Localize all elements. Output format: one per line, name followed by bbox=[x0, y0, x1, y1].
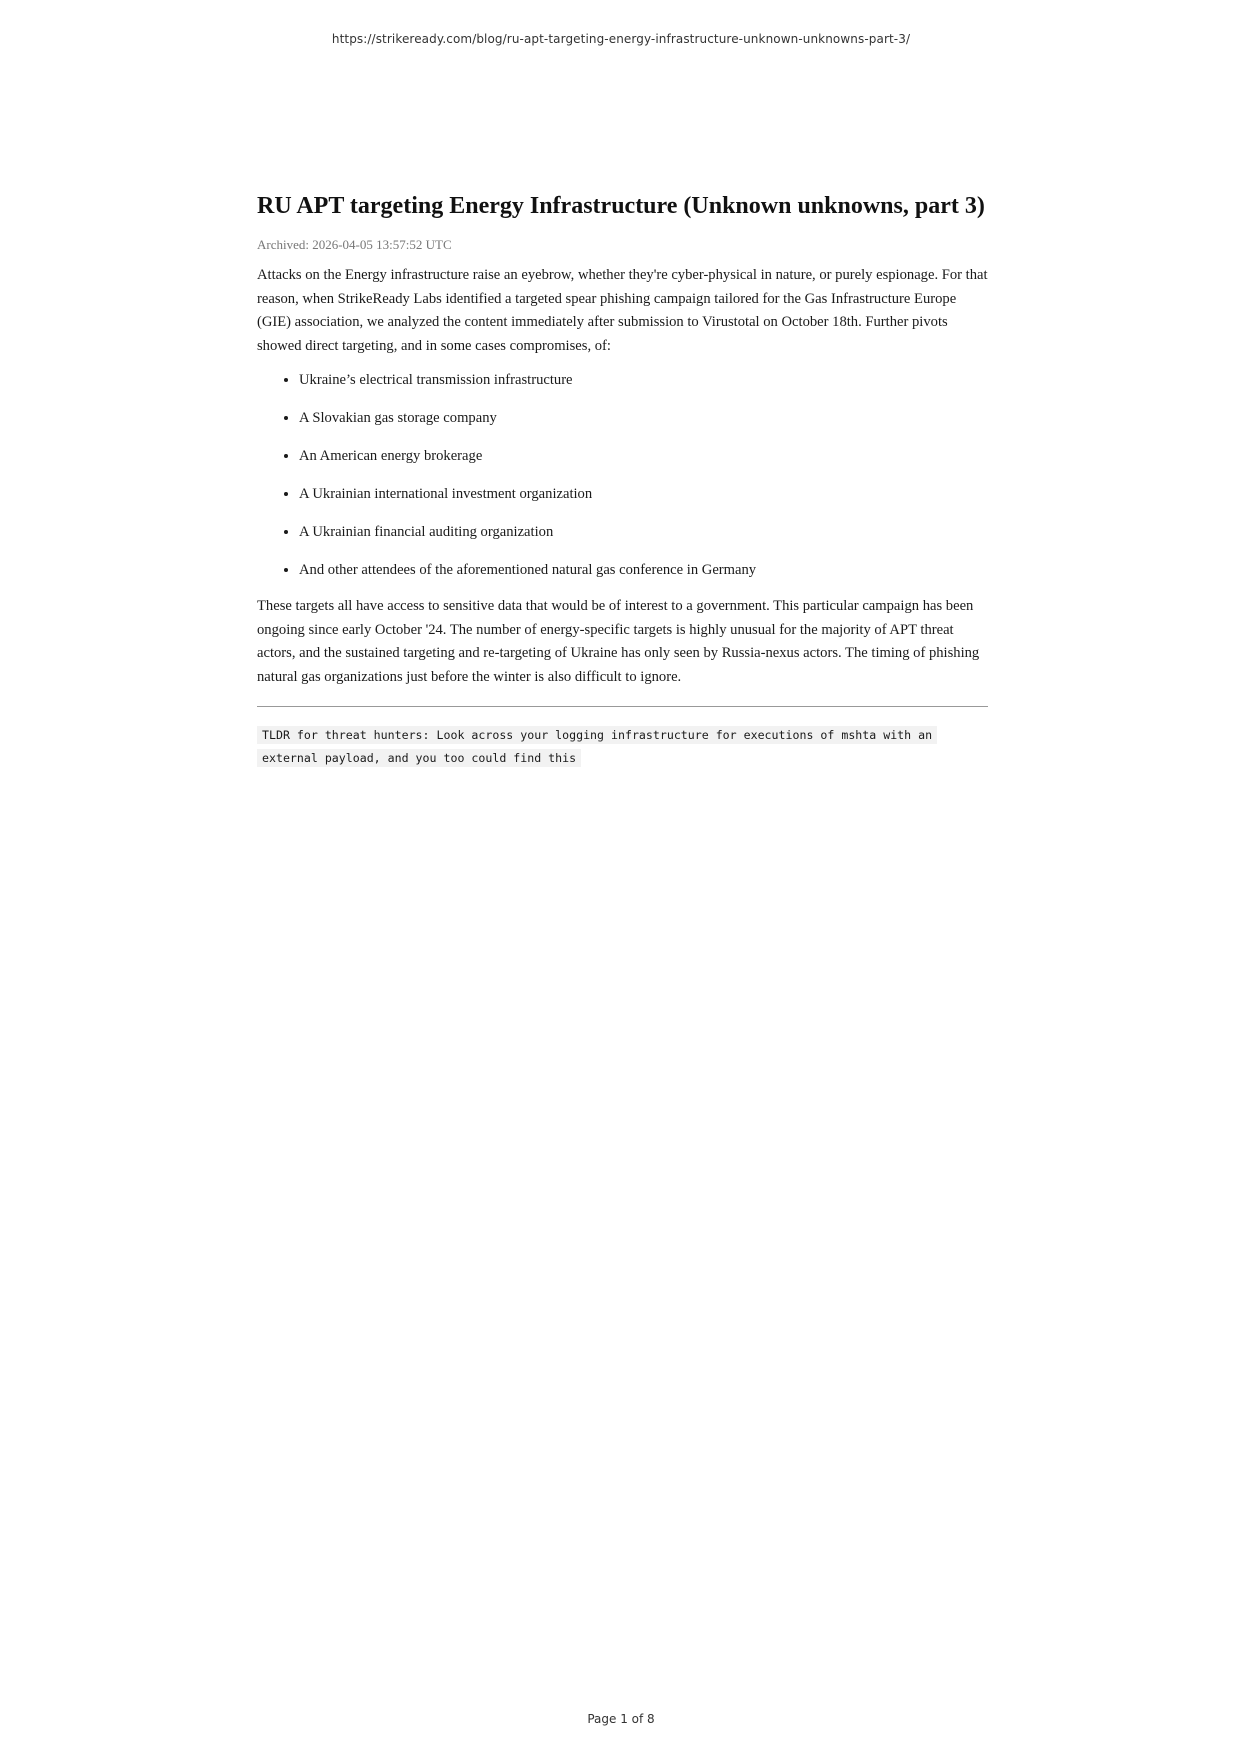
list-item: • A Ukrainian financial auditing organization bbox=[299, 522, 988, 542]
list-item: • An American energy brokerage bbox=[299, 446, 988, 466]
analysis-paragraph: These targets all have access to sensitive data that would be of interest to a government. This particular campaign has been ongoing since early October '24. The number of energy-specific targets is highly unusual for the majority of APT threat actors, and the sustained targeting and re-targeting of Ukraine has only seen by Russia-nexus actors. The timing of phishing natural gas organizations just before the winter is also difficult to ignore. bbox=[257, 598, 980, 685]
intro-paragraph: Attacks on the Energy infrastructure raise an eyebrow, whether they're cyber-physical in nature, or purely espionage. For that reason, when StrikeReady Labs identified a targeted spear phishing campaign tailored for the Gas Infrastructure Europe (GIE) association, we analyzed the content immediately after submission to Virustotal on October 18th. Further pivots showed direct targeting, and in some cases compromises, of: bbox=[257, 267, 988, 354]
list-item: • And other attendees of the aforementioned natural gas conference in Germany bbox=[299, 560, 988, 580]
article bbox=[257, 188, 988, 770]
divider bbox=[257, 706, 988, 707]
tldr-code: TLDR for threat hunters: Look across your logging infrastructure for executions of mshta with an external payload, and you too could find this bbox=[257, 726, 937, 767]
page-number: Page 1 of 8 bbox=[587, 1712, 655, 1726]
archived-timestamp: Archived: 2026-04-05 13:57:52 UTC bbox=[257, 237, 452, 252]
targets-list bbox=[257, 370, 988, 580]
list-item: • A Slovakian gas storage company bbox=[299, 408, 988, 428]
article-title: RU APT targeting Energy Infrastructure (Unknown unknowns, part 3) bbox=[257, 193, 985, 219]
list-item: • A Ukrainian international investment organization bbox=[299, 484, 988, 504]
source-url: https://strikeready.com/blog/ru-apt-targeting-energy-infrastructure-unknown-unknowns-part-3/ bbox=[331, 32, 911, 46]
tldr-block bbox=[257, 724, 988, 770]
list-item: • Ukraine’s electrical transmission infrastructure bbox=[299, 370, 988, 390]
